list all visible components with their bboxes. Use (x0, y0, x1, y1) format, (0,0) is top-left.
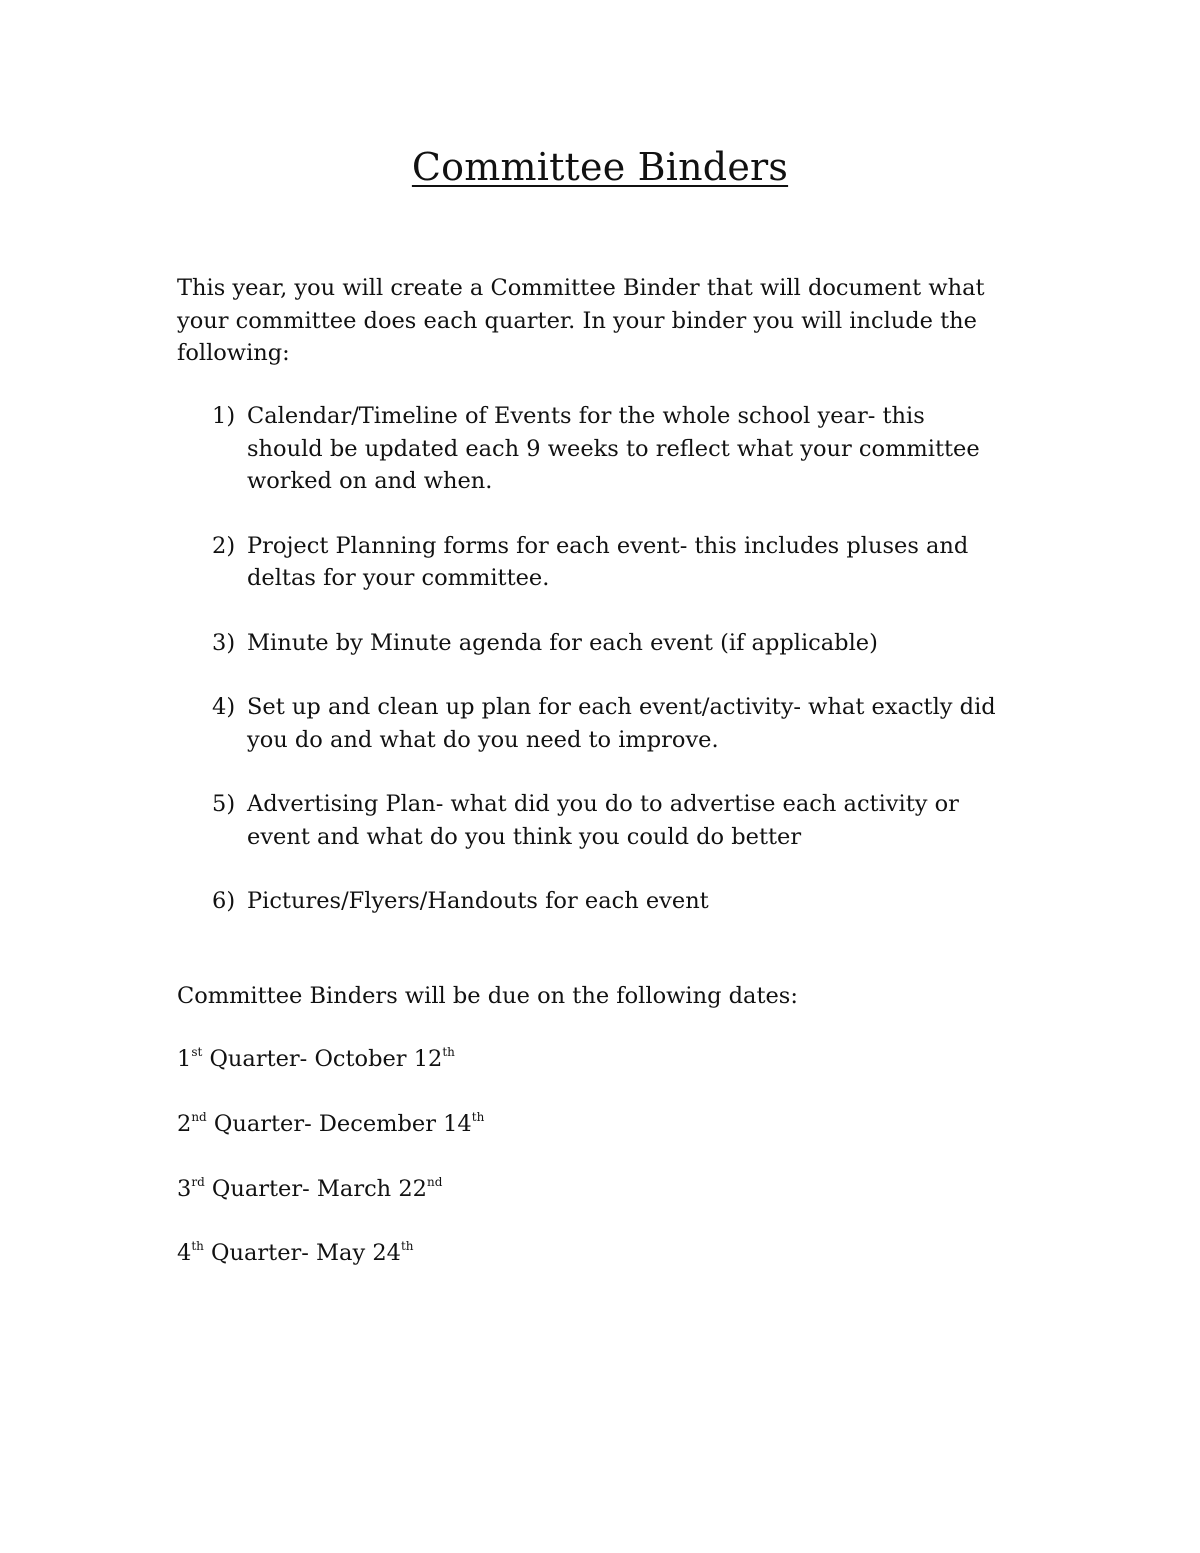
due-date-line (177, 1173, 1037, 1206)
ordinal-suffix: th (442, 1045, 455, 1059)
due-date-text: Quarter- December 14 (206, 1111, 472, 1137)
intro-line: your committee does each quarter. In your binder you will include the (177, 307, 977, 334)
list-item (212, 885, 1052, 918)
list-item-text: Set up and clean up plan for each event/activity- what exactly did (247, 694, 996, 720)
quarter-number: 1 (177, 1046, 192, 1072)
intro-line: following: (177, 340, 290, 366)
list-item-number: 2) (212, 532, 236, 559)
ordinal-suffix: th (191, 1239, 204, 1253)
list-item-text: you do and what do you need to improve. (247, 726, 719, 753)
list-item-text: Calendar/Timeline of Events for the whole school year- this (247, 403, 925, 429)
list-item (212, 627, 1052, 660)
list-item-number: 3) (212, 629, 236, 656)
list-item-text: Minute by Minute agenda for each event (if applicable) (247, 629, 878, 656)
page-title: Committee Binders (411, 145, 789, 189)
list-item-text: Pictures/Flyers/Handouts for each event (247, 888, 709, 914)
ordinal-suffix: nd (426, 1175, 443, 1189)
list-item-number: 6) (212, 888, 236, 914)
list-item-text: deltas for your committee. (247, 565, 550, 591)
due-date-text: Quarter- March 22 (204, 1176, 427, 1202)
list-item-number: 5) (212, 791, 236, 817)
quarter-number: 4 (177, 1240, 192, 1266)
list-item-number: 4) (212, 694, 236, 720)
intro-paragraph (177, 272, 1037, 370)
quarter-number: 3 (177, 1176, 192, 1202)
list-item (212, 530, 1052, 595)
list-item-number: 1) (212, 403, 236, 429)
quarter-number: 2 (177, 1111, 192, 1137)
list-item (212, 691, 1052, 756)
ordinal-suffix: st (191, 1045, 203, 1059)
due-date-line (177, 1043, 1037, 1076)
ordinal-suffix: th (471, 1110, 485, 1124)
due-date-line (177, 1237, 1037, 1270)
requirements-list (212, 400, 1052, 950)
list-item-text: Advertising Plan- what did you do to advertise each activity or (247, 791, 959, 817)
list-item (212, 788, 1052, 853)
due-date-text: Quarter- October 12 (202, 1046, 443, 1072)
intro-line: This year, you will create a Committee Binder that will document what (177, 275, 985, 301)
list-item (212, 400, 1052, 498)
list-item-text: Project Planning forms for each event- this includes pluses and (247, 532, 969, 559)
list-item-text: should be updated each 9 weeks to reflect what your committee (247, 435, 980, 462)
due-date-text: Quarter- May 24 (203, 1240, 401, 1266)
due-date-line (177, 1108, 1037, 1141)
ordinal-suffix: rd (191, 1175, 205, 1189)
due-dates-heading: Committee Binders will be due on the following dates: (177, 983, 798, 1009)
ordinal-suffix: nd (191, 1110, 207, 1124)
ordinal-suffix: th (400, 1239, 414, 1253)
list-item-text: worked on and when. (247, 468, 493, 494)
list-item-text: event and what do you think you could do better (247, 823, 802, 850)
